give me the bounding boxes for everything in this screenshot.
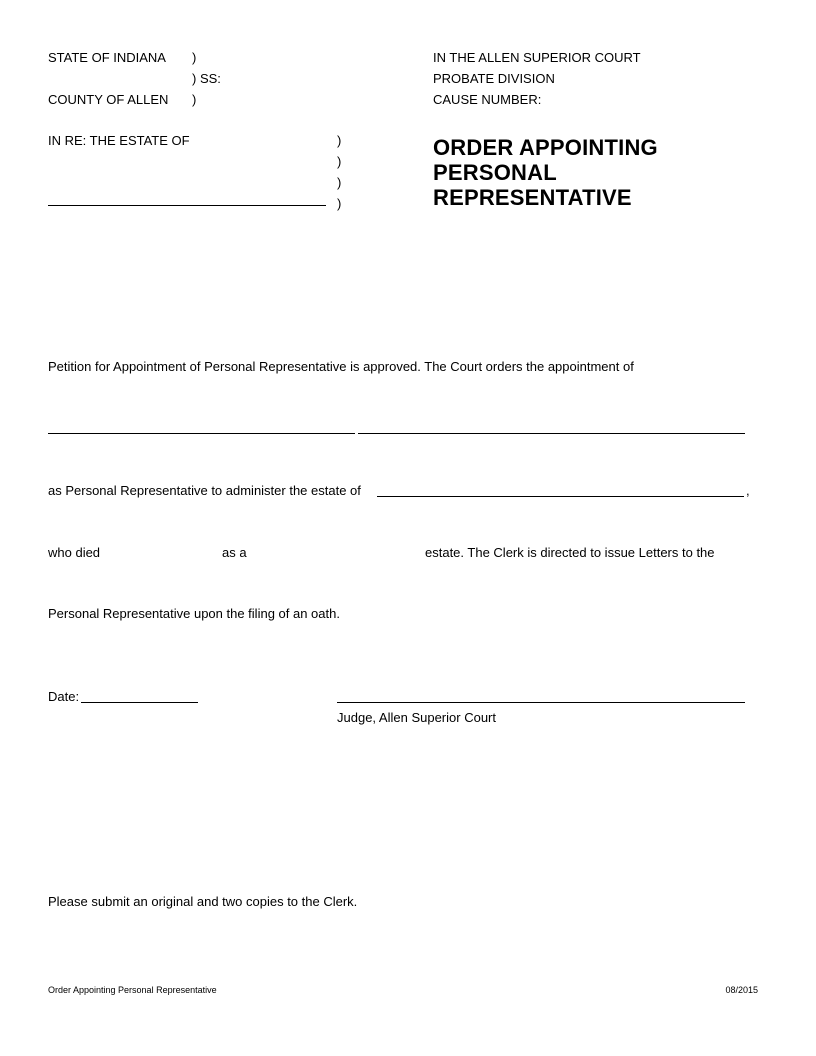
who-died-label: who died bbox=[48, 545, 101, 560]
caption-paren: ) bbox=[337, 196, 342, 211]
ss-label: ) SS: bbox=[192, 71, 221, 86]
submission-instructions: Please submit an original and two copies to the Clerk. bbox=[48, 894, 358, 909]
caption-paren: ) bbox=[337, 175, 342, 190]
judge-signature-line[interactable] bbox=[337, 702, 745, 703]
oath-text: Personal Representative upon the filing of an oath. bbox=[48, 606, 340, 621]
footer-form-name: Order Appointing Personal Representative bbox=[48, 985, 217, 995]
division-name: PROBATE DIVISION bbox=[433, 71, 555, 86]
estate-type-field[interactable] bbox=[250, 545, 420, 561]
caption-paren: ) bbox=[192, 50, 197, 65]
in-re-label: IN RE: THE ESTATE OF bbox=[48, 133, 190, 148]
page-title bbox=[433, 135, 658, 210]
caption-paren: ) bbox=[192, 92, 197, 107]
county-label: COUNTY OF ALLEN bbox=[48, 92, 169, 107]
date-field[interactable] bbox=[81, 702, 198, 703]
title-line: PERSONAL bbox=[433, 160, 557, 185]
as-a-label: as a bbox=[222, 545, 247, 560]
cause-number-label: CAUSE NUMBER: bbox=[433, 92, 542, 107]
caption-paren: ) bbox=[337, 154, 342, 169]
caption-paren: ) bbox=[337, 133, 342, 148]
letters-text: estate. The Clerk is directed to issue Letters to the bbox=[425, 545, 715, 560]
decedent-name-field[interactable] bbox=[377, 496, 744, 497]
judge-label: Judge, Allen Superior Court bbox=[337, 710, 496, 725]
title-line: REPRESENTATIVE bbox=[433, 185, 632, 210]
petition-approved-text: Petition for Appointment of Personal Representative is approved. The Court orders the appointment of bbox=[48, 359, 634, 374]
estate-name-field[interactable] bbox=[48, 205, 326, 206]
appointee-last-name-field[interactable] bbox=[358, 433, 745, 434]
appointee-first-name-field[interactable] bbox=[48, 433, 355, 434]
date-label: Date: bbox=[48, 689, 80, 704]
title-line: ORDER APPOINTING bbox=[433, 135, 658, 160]
court-name: IN THE ALLEN SUPERIOR COURT bbox=[433, 50, 641, 65]
comma: , bbox=[746, 483, 750, 498]
footer-revision-date: 08/2015 bbox=[725, 985, 758, 995]
state-label: STATE OF INDIANA bbox=[48, 50, 166, 65]
administer-estate-text: as Personal Representative to administer the estate of bbox=[48, 483, 361, 498]
death-type-field[interactable] bbox=[108, 545, 213, 561]
